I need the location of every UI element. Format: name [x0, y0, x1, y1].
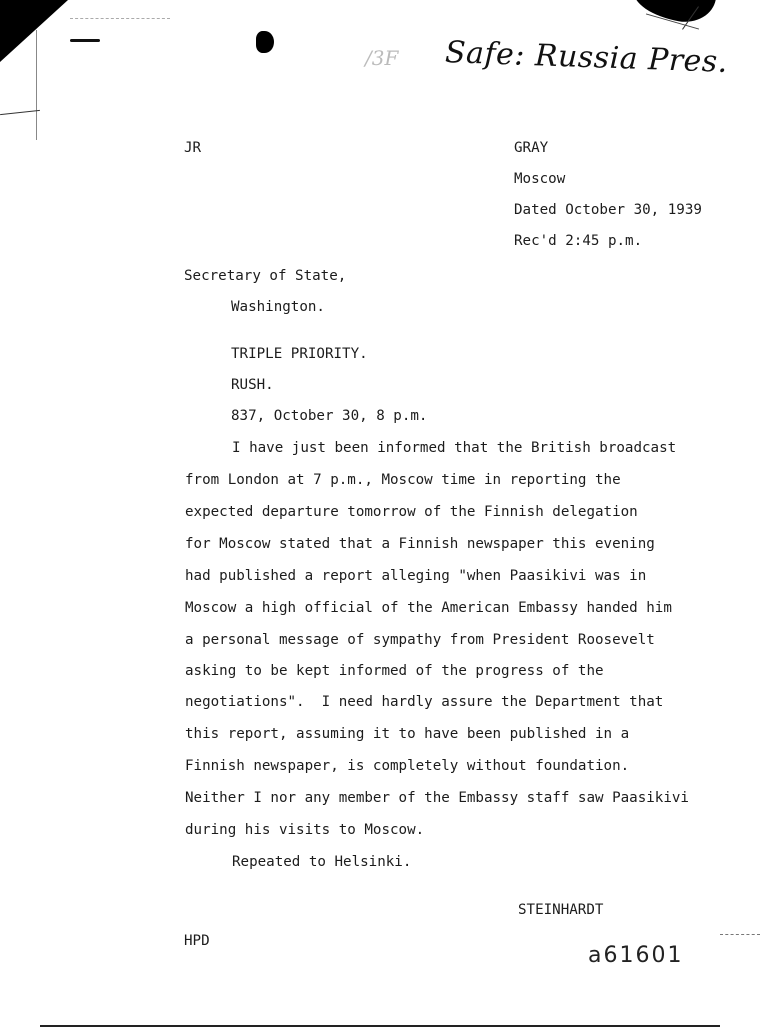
header-received: Rec'd 2:45 p.m. [514, 233, 643, 249]
body-line: this report, assuming it to have been published in a [185, 726, 630, 742]
body-line: for Moscow stated that a Finnish newspaper this evening [185, 536, 655, 552]
footer-code: HPD [184, 933, 210, 949]
punch-hole-mark [256, 31, 274, 53]
handwritten-document-number: a61601 [588, 943, 684, 968]
handwritten-faint-note: /3F [365, 46, 399, 70]
signature: STEINHARDT [518, 902, 604, 918]
message-reference: 837, October 30, 8 p.m. [231, 408, 428, 424]
scan-dash-mark [70, 39, 100, 42]
body-line: Moscow a high official of the American Embassy handed him [185, 600, 672, 616]
header-left-code: JR [184, 140, 202, 156]
body-line: asking to be kept informed of the progress of the [185, 663, 604, 679]
scan-edge-mark [36, 30, 41, 140]
body-line: negotiations". I need hardly assure the Department that [185, 694, 664, 710]
header-dated: Dated October 30, 1939 [514, 202, 702, 218]
header-origin: Moscow [514, 171, 566, 187]
header-classification: GRAY [514, 140, 549, 156]
addressee-line-1: Secretary of State, [184, 268, 347, 284]
scan-ink-blot [630, 0, 716, 27]
body-line: Neither I nor any member of the Embassy staff saw Paasikivi [185, 790, 689, 806]
handwritten-file-note: Safe: Russia Pres. [444, 35, 729, 80]
addressee-line-2: Washington. [231, 299, 325, 315]
priority-line-2: RUSH. [231, 377, 274, 393]
priority-line-1: TRIPLE PRIORITY. [231, 346, 368, 362]
body-line: had published a report alleging "when Paasikivi was in [185, 568, 647, 584]
body-line: Finnish newspaper, is completely without foundation. [185, 758, 630, 774]
body-line: a personal message of sympathy from President Roosevelt [185, 632, 655, 648]
scan-dotted-mark [70, 18, 170, 20]
scan-corner-shadow [0, 0, 68, 62]
scan-dash-mark [720, 934, 760, 936]
body-line: expected departure tomorrow of the Finnish delegation [185, 504, 638, 520]
scan-bottom-edge [40, 1025, 720, 1027]
scan-edge-mark [0, 110, 40, 115]
body-line: I have just been informed that the British broadcast [232, 440, 677, 456]
body-line: from London at 7 p.m., Moscow time in reporting the [185, 472, 621, 488]
repeated-to-note: Repeated to Helsinki. [232, 854, 412, 870]
body-line: during his visits to Moscow. [185, 822, 425, 838]
